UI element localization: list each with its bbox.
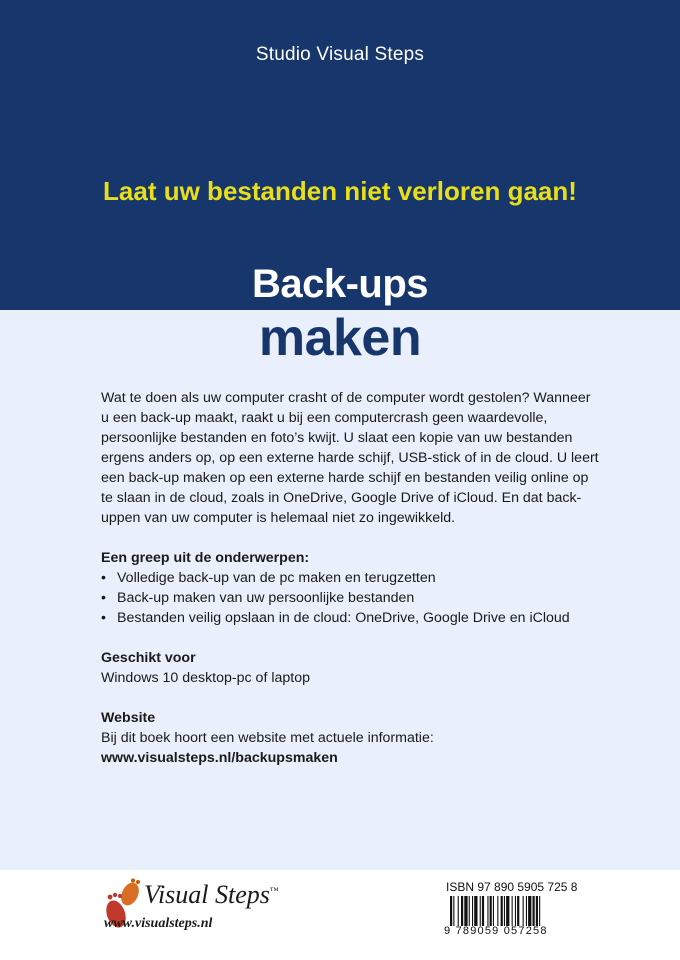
topic-item: • Back-up maken van uw persoonlijke bestanden xyxy=(101,588,601,608)
barcode-bar xyxy=(487,896,488,926)
barcode-bar xyxy=(482,896,484,926)
logo-url: www.visualsteps.nl xyxy=(104,916,213,931)
description-paragraph: Wat te doen als uw computer crasht of de computer wordt gestolen? Wanneer u een back-up maakt, raakt u bij een computercrash geen waardevolle, persoonlijke bestanden en foto’s kwijt. U slaat een kopie van uw bestanden ergens anders op, op een externe harde schijf, USB-stick of in de cloud. U leert een back-up maken op een externe harde schijf en bestanden veilig online op te slaan in de cloud, zoals in OneDrive, Google Drive of iCloud. En dat back-uppen van uw computer is helemaal niet zo ingewikkeld. xyxy=(101,390,599,526)
barcode-bar xyxy=(480,896,481,926)
topic-item: • Bestanden veilig opslaan in de cloud: OneDrive, Google Drive en iCloud xyxy=(101,608,601,628)
barcode-bar xyxy=(539,896,540,926)
topics-heading: Een greep uit de onderwerpen: xyxy=(101,550,310,566)
barcode-bars xyxy=(450,896,598,926)
barcode-bar xyxy=(458,896,459,926)
barcode-bar xyxy=(474,896,477,926)
barcode-bar xyxy=(453,896,454,926)
barcode-bar xyxy=(472,896,473,926)
barcode-bar xyxy=(464,896,467,926)
topics-section xyxy=(101,548,601,628)
barcode-bar xyxy=(515,896,516,926)
back-cover-text xyxy=(101,388,601,768)
barcode-digits: 9 789059 057258 xyxy=(444,925,548,937)
barcode-bar xyxy=(523,896,524,926)
website-heading: Website xyxy=(101,710,156,726)
suitable-section xyxy=(101,648,601,688)
book-title-line2: maken xyxy=(258,309,422,367)
tagline: Laat uw bestanden niet verloren gaan! xyxy=(103,176,577,206)
publisher-name: Studio Visual Steps xyxy=(255,44,425,65)
suitable-text: Windows 10 desktop-pc of laptop xyxy=(101,670,310,686)
website-section xyxy=(101,708,601,768)
barcode-bar xyxy=(461,896,463,926)
website-url[interactable]: www.visualsteps.nl/backupsmaken xyxy=(101,750,338,766)
topic-item: • Volledige back-up van de pc maken en terugzetten xyxy=(101,568,601,588)
barcode-bar xyxy=(536,896,538,926)
barcode-bar xyxy=(517,896,519,926)
website-text: Bij dit boek hoort een website met actuele informatie: xyxy=(101,730,434,746)
logo-wordmark: Visual Steps™ xyxy=(144,880,279,909)
suitable-heading: Geschikt voor xyxy=(101,650,196,666)
barcode-bar xyxy=(504,896,505,926)
barcode-bar xyxy=(506,896,509,926)
barcode-bar xyxy=(490,896,492,926)
barcode-bar xyxy=(533,896,535,926)
topics-list xyxy=(101,568,601,628)
isbn-barcode xyxy=(444,880,600,940)
isbn-label: ISBN 97 890 5905 725 8 xyxy=(446,880,578,894)
barcode-bar xyxy=(497,896,498,926)
barcode-bar xyxy=(526,896,527,926)
barcode-bar xyxy=(469,896,470,926)
barcode-bar xyxy=(512,896,513,926)
book-title-line1: Back-ups xyxy=(251,262,429,306)
barcode-bar xyxy=(450,896,452,926)
visual-steps-logo xyxy=(100,876,279,938)
barcode-bar xyxy=(528,896,531,926)
barcode-bar xyxy=(501,896,503,926)
barcode-bar xyxy=(493,896,494,926)
